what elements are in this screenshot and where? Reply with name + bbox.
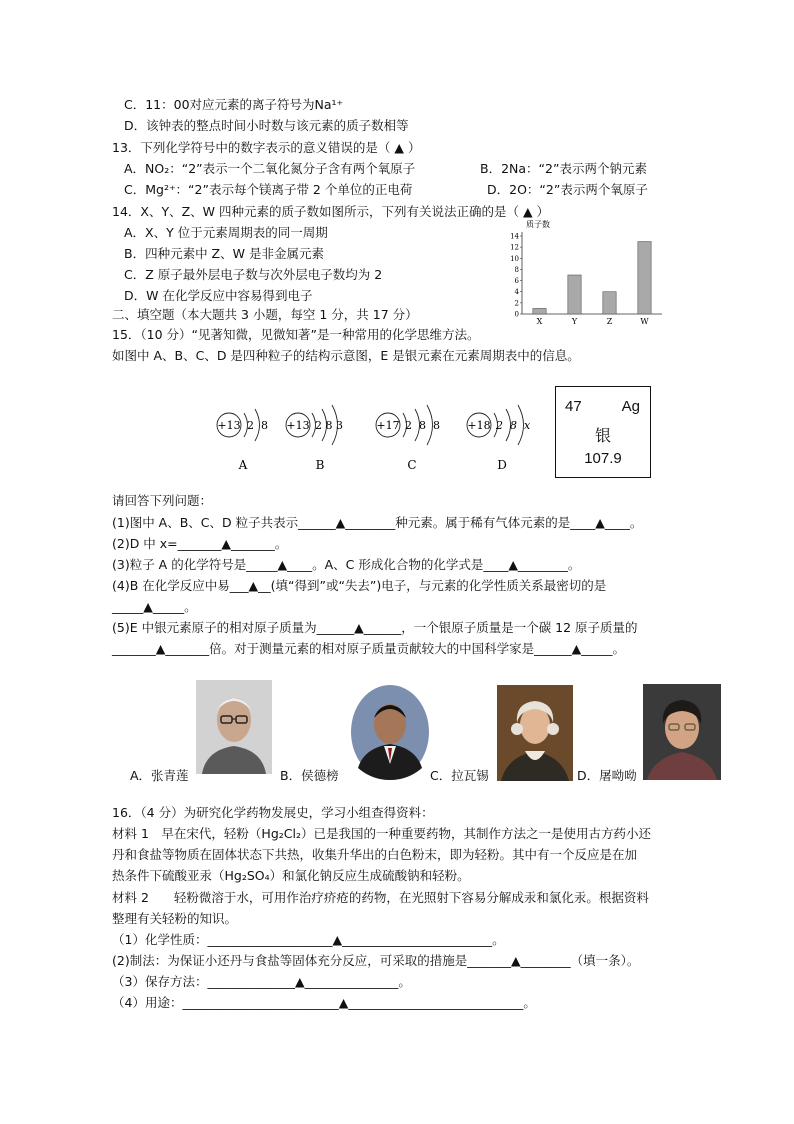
q16-part-3: （3）保存方法：______________▲_______________。 (112, 974, 411, 989)
element-card-silver (555, 386, 651, 478)
chart-y-tick-label: 0 (514, 310, 519, 319)
q13-option-b: B．2Na：“2”表示两个钠元素 (480, 161, 647, 176)
q16-material-2: 材料 2 轻粉微溶于水，可用作治疗疥疮的药物，在光照射下容易分解成汞和氯化汞。根据资料 (112, 890, 649, 905)
atom-b-diagram (286, 405, 343, 472)
q13-stem: 13．下列化学符号中的数字表示的意义错误的是（ ▲ ） (112, 140, 421, 155)
scientist-option-a: A．张青莲 (130, 768, 189, 783)
chart-bar-w (638, 242, 651, 314)
chart-x-label-y: Y (571, 317, 578, 326)
q16-material-2-line-2: 整理有关轻粉的知识。 (112, 911, 238, 926)
q16-part-4: （4）用途：_________________________▲____________________________。 (112, 995, 536, 1010)
q15-part-4: (4)B 在化学反应中易___▲__(填“得到”或“失去”)电子，与元素的化学性质关系最密切的是 (112, 578, 607, 593)
q13-option-c: C．Mg²⁺：“2”表示每个镁离子带 2 个单位的正电荷 (124, 182, 413, 197)
chart-y-tick-label: 12 (510, 243, 519, 252)
q15-intro: 如图中 A、B、C、D 是四种粒子的结构示意图，E 是银元素在元素周期表中的信息。 (112, 348, 580, 363)
chart-bar-x (533, 308, 546, 314)
atom-d-shells: 2 8 x (496, 419, 531, 432)
q16-stem: 16．（4 分）为研究化学药物发展史，学习小组查得资料： (112, 805, 434, 820)
q16-material-1-line-2: 丹和食盐等物质在固体状态下共热，收集升华出的白色粉末，即为轻粉。其中有一个反应是在加 (112, 847, 638, 862)
q14-option-c: C．Z 原子最外层电子数与次外层电子数均为 2 (124, 267, 383, 282)
chart-x-label-x: X (536, 317, 543, 326)
scientist-option-c: C．拉瓦锡 (430, 768, 489, 783)
section-2-heading: 二、填空题（本大题共 3 小题，每空 1 分，共 17 分） (112, 307, 418, 322)
scientist-option-b: B．侯德榜 (280, 768, 339, 783)
atom-a-diagram (217, 409, 268, 472)
q14-stem: 14．X、Y、Z、W 四种元素的质子数如图所示，下列有关说法正确的是（ ▲ ） (112, 204, 550, 219)
chart-y-tick-label: 8 (514, 265, 519, 274)
q15-part-3: (3)粒子 A 的化学符号是_____▲____。A、C 形成化合物的化学式是____▲________。 (112, 557, 581, 572)
element-atomic-number: 47 (565, 398, 582, 415)
element-atomic-mass: 107.9 (584, 450, 622, 467)
element-symbol: Ag (621, 398, 640, 415)
atom-a-shells: 2 8 (247, 419, 268, 432)
atom-c-diagram (376, 405, 440, 472)
q15-stem: 15．（10 分）“见著知微，见微知著”是一种常用的化学思维方法。 (112, 327, 480, 342)
q16-material-1-line-3: 热条件下硫酸亚汞（Hg₂SO₄）和氯化钠反应生成硫酸钠和轻粉。 (112, 868, 470, 883)
atom-d-diagram (467, 405, 531, 472)
atom-b-nucleus: +13 (286, 419, 310, 432)
q15-part-1: (1)图中 A、B、C、D 粒子共表示______▲________种元素。属于稀有气体元素的是____▲____。 (112, 515, 643, 530)
q16-material-1: 材料 1 早在宋代，轻粉（Hg₂Cl₂）已是我国的一种重要药物，其制作方法之一是使用古方药小还 (112, 826, 651, 841)
atom-c-label: C (407, 458, 417, 472)
atom-d-nucleus: +18 (467, 419, 491, 432)
q13-option-a: A．NO₂：“2”表示一个二氧化氮分子含有两个氧原子 (124, 161, 416, 176)
atom-a-label: A (238, 458, 248, 472)
atom-a-nucleus: +13 (217, 419, 241, 432)
atom-c-nucleus: +17 (376, 419, 400, 432)
chart-y-tick-label: 6 (514, 277, 519, 286)
q14-option-a: A．X、Y 位于元素周期表的同一周期 (124, 225, 328, 240)
chart-y-tick-label: 2 (514, 299, 519, 308)
portrait-lavoisier (497, 685, 573, 781)
element-name: 银 (594, 428, 611, 445)
proton-number-bar-chart (496, 216, 666, 328)
q16-part-2: (2)制法：为保证小还丹与食盐等固体充分反应，可采取的措施是_______▲________（填一条）。 (112, 953, 640, 968)
scientist-option-d: D．屠呦呦 (577, 768, 637, 783)
chart-y-tick-label: 10 (510, 254, 519, 263)
chart-x-label-w: W (640, 317, 649, 326)
chart-title: 质子数 (526, 220, 550, 229)
q15-part-5-cont: _______▲_______倍。对于测量元素的相对原子质量贡献较大的中国科学家是______▲_____。 (112, 641, 625, 656)
atom-d-label: D (497, 458, 507, 472)
portrait-hou-debang (350, 684, 430, 780)
q14-option-d: D．W 在化学反应中容易得到电子 (124, 288, 313, 303)
q15-prompt: 请回答下列问题： (112, 493, 213, 508)
chart-y-tick-label: 14 (510, 232, 519, 241)
portrait-tu-youyou (643, 684, 721, 780)
atom-b-label: B (315, 458, 325, 472)
q14-option-b: B．四种元素中 Z、W 是非金属元素 (124, 246, 324, 261)
chart-x-label-z: Z (606, 317, 613, 326)
q15-part-5: (5)E 中银元素原子的相对原子质量为______▲______，一个银原子质量是一个碳 12 原子质量的 (112, 620, 638, 635)
q13-option-d: D．2O：“2”表示两个氧原子 (487, 182, 648, 197)
atom-b-shells: 2 8 3 (315, 419, 343, 432)
chart-y-tick-label: 4 (514, 288, 519, 297)
atom-structure-diagrams (205, 395, 550, 475)
q15-part-2: (2)D 中 x=_______▲_______。 (112, 536, 288, 551)
q16-part-1: （1）化学性质：____________________▲________________________。 (112, 932, 505, 947)
q15-part-4-cont: _____▲_____。 (112, 599, 197, 614)
atom-c-shells: 2 8 8 (405, 419, 440, 432)
q12-option-c: C．11：00对应元素的离子符号为Na¹⁺ (124, 97, 344, 112)
q12-option-d: D．该钟表的整点时间小时数与该元素的质子数相等 (124, 118, 409, 133)
portrait-zhang-qinglian (196, 680, 272, 774)
chart-bar-z (603, 292, 616, 314)
chart-bar-y (568, 275, 581, 314)
